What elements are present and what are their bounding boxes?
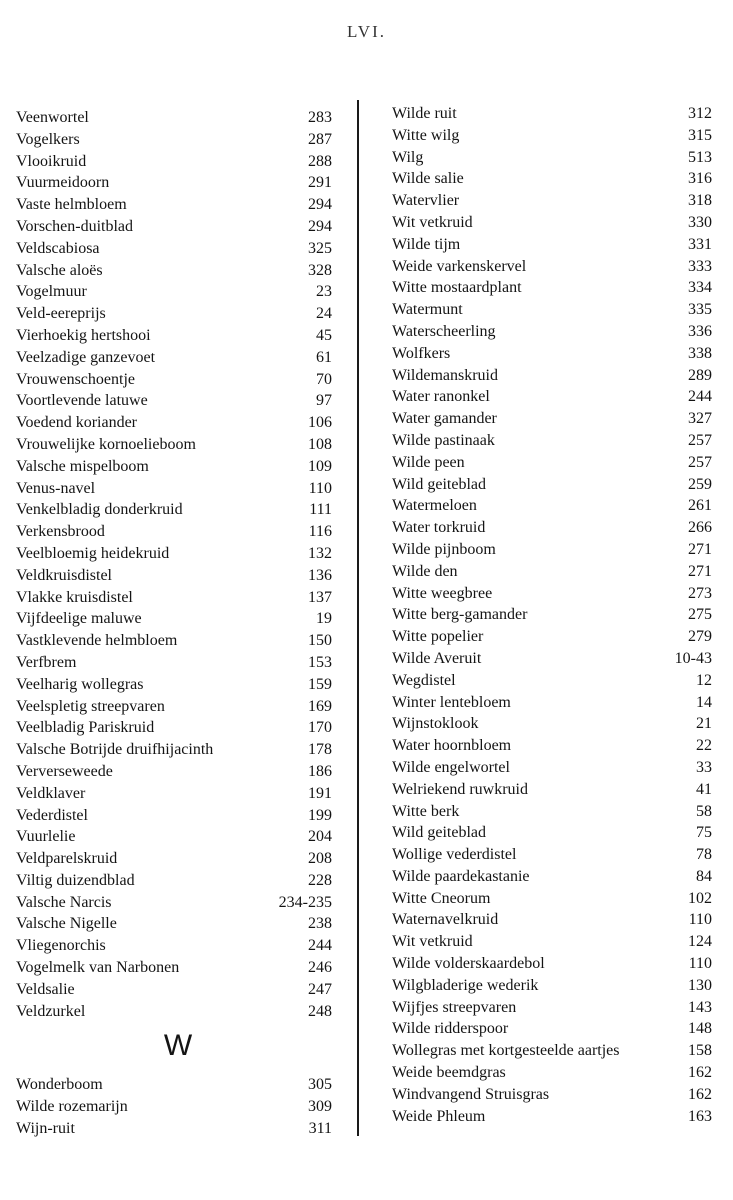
index-entry (392, 212, 712, 234)
index-entry (16, 630, 332, 652)
page-reference: 10-43 (674, 649, 712, 667)
plant-name: Wild geiteblad (392, 475, 486, 493)
plant-name: Veldkruisdistel (16, 566, 112, 584)
page-reference: 22 (696, 737, 712, 755)
plant-name: Windvangend Struisgras (392, 1085, 550, 1103)
plant-name: Wonderboom (16, 1076, 103, 1094)
page-reference: 150 (308, 632, 332, 650)
page-reference: 266 (688, 519, 712, 537)
plant-name: Vliegenorchis (16, 937, 106, 955)
index-entry (392, 561, 712, 583)
page-reference: 162 (688, 1085, 712, 1103)
page-reference: 199 (308, 806, 332, 824)
index-entry (392, 495, 712, 517)
page-reference: 130 (688, 976, 712, 994)
page-reference: 513 (688, 148, 712, 166)
index-entry (392, 1062, 712, 1084)
page-reference: 61 (316, 348, 332, 366)
plant-name: Watermunt (392, 301, 463, 319)
index-entry (16, 608, 332, 630)
page-reference: 259 (688, 475, 712, 493)
index-entry (392, 517, 712, 539)
page-reference: 23 (316, 283, 332, 301)
page-reference: 334 (688, 279, 712, 297)
plant-name: Wild geiteblad (392, 824, 486, 842)
page-reference: 318 (688, 192, 712, 210)
plant-name: Vogelmuur (16, 283, 87, 301)
page-reference: 283 (308, 109, 332, 126)
page-reference: 309 (308, 1098, 332, 1116)
index-entry (392, 321, 712, 343)
page-reference: 336 (688, 322, 712, 340)
index-entry (392, 604, 712, 626)
page-reference: 170 (308, 719, 332, 737)
index-entry (392, 953, 712, 975)
plant-name: Wilde paardekastanie (392, 867, 530, 885)
plant-name: Valsche Narcis (16, 893, 112, 911)
plant-name: Wilde ruit (392, 105, 457, 122)
index-entry (16, 369, 332, 391)
plant-name: Vuurmeidoorn (16, 174, 110, 192)
index-entry (16, 674, 332, 696)
plant-name: Wilde Averuit (392, 649, 482, 667)
plant-name: Weide varkenskervel (392, 257, 527, 275)
index-entry (16, 935, 332, 957)
index-entry (392, 909, 712, 931)
index-column-right (392, 103, 712, 1127)
index-entry (392, 190, 712, 212)
index-entry (392, 1106, 712, 1128)
page-reference: 248 (308, 1002, 332, 1020)
index-entry (16, 347, 332, 369)
index-list-w (392, 103, 712, 1127)
page-reference: 289 (688, 366, 712, 384)
plant-name: Valsche aloës (16, 261, 103, 279)
index-entry (392, 713, 712, 735)
index-entry (16, 892, 332, 914)
page-reference: 108 (308, 435, 332, 453)
index-entry (392, 975, 712, 997)
page-reference: 234-235 (278, 893, 332, 911)
page-reference: 148 (688, 1020, 712, 1038)
page-reference: 136 (308, 566, 332, 584)
index-entry (392, 386, 712, 408)
index-entry (392, 168, 712, 190)
plant-name: Wilde rozemarijn (16, 1098, 128, 1116)
page-reference: 208 (308, 850, 332, 868)
plant-name: Vogelkers (16, 130, 80, 148)
index-entry (16, 1096, 332, 1118)
page-number-header: LVI. (346, 22, 386, 41)
page-reference: 84 (696, 867, 712, 885)
page-reference: 14 (696, 693, 712, 711)
page-reference: 257 (688, 431, 712, 449)
index-entry (392, 408, 712, 430)
index-entry (16, 565, 332, 587)
plant-name: Water gamander (392, 410, 497, 428)
page-reference: 159 (308, 675, 332, 693)
plant-name: Witte popelier (392, 628, 484, 646)
page-reference: 315 (688, 126, 712, 144)
plant-name: Veelharig wollegras (16, 675, 144, 693)
index-entry (16, 194, 332, 216)
plant-name: Vlooikruid (16, 152, 87, 170)
page-reference: 325 (308, 239, 332, 257)
index-entry (16, 325, 332, 347)
page-reference: 271 (688, 540, 712, 558)
index-entry (392, 931, 712, 953)
index-entry (16, 434, 332, 456)
index-entry (392, 888, 712, 910)
plant-name: Veelzadige ganzevoet (16, 348, 156, 366)
index-entry (16, 913, 332, 935)
plant-name: Wilde pijnboom (392, 540, 496, 558)
plant-name: Veelspletig streepvaren (16, 697, 165, 715)
page-reference: 279 (688, 628, 712, 646)
plant-name: Witte mostaardplant (392, 279, 522, 297)
index-entry (16, 848, 332, 870)
page-reference: 21 (696, 715, 712, 733)
index-entry (392, 670, 712, 692)
page-reference: 186 (308, 762, 332, 780)
plant-name: Veenwortel (16, 109, 89, 126)
index-entry (16, 390, 332, 412)
page-reference: 153 (308, 653, 332, 671)
plant-name: Wilde pastinaak (392, 431, 495, 449)
index-entry (16, 172, 332, 194)
index-entry (16, 260, 332, 282)
index-entry (392, 779, 712, 801)
plant-name: Wijfjes streepvaren (392, 998, 517, 1016)
index-entry (392, 103, 712, 125)
page-reference: 24 (316, 305, 332, 323)
index-entry (16, 1074, 332, 1096)
page-reference: 273 (688, 584, 712, 602)
plant-name: Vijfdeelige maluwe (16, 610, 142, 628)
page-reference: 191 (308, 784, 332, 802)
page-reference: 288 (308, 152, 332, 170)
index-entry (392, 801, 712, 823)
index-entry (392, 539, 712, 561)
plant-name: Water ranonkel (392, 388, 490, 406)
page-reference: 137 (308, 588, 332, 606)
index-entry (392, 1040, 712, 1062)
index-list-w-start (16, 1074, 332, 1139)
page-reference: 335 (688, 301, 712, 319)
index-entry (392, 997, 712, 1019)
plant-name: Ververseweede (16, 762, 113, 780)
index-entry (16, 739, 332, 761)
index-entry (392, 474, 712, 496)
page-reference: 33 (696, 758, 712, 776)
plant-name: Venkelbladig donderkruid (16, 501, 183, 519)
page-reference: 328 (308, 261, 332, 279)
index-entry (392, 692, 712, 714)
index-entry (392, 583, 712, 605)
plant-name: Vierhoekig hertshooi (16, 326, 151, 344)
index-entry (16, 478, 332, 500)
index-entry (16, 587, 332, 609)
index-entry (392, 147, 712, 169)
plant-name: Waternavelkruid (392, 911, 499, 929)
page-reference: 116 (308, 523, 332, 541)
page-reference: 275 (688, 606, 712, 624)
plant-name: Veld-eereprijs (16, 305, 106, 323)
index-entry (16, 151, 332, 173)
plant-name: Veelbloemig heidekruid (16, 544, 170, 562)
index-entry (16, 783, 332, 805)
page-reference: 106 (308, 414, 332, 432)
plant-name: Wilde den (392, 562, 458, 580)
index-entry (16, 499, 332, 521)
page-reference: 305 (308, 1076, 332, 1094)
plant-name: Wolfkers (392, 344, 451, 362)
plant-name: Weide beemdgras (392, 1064, 506, 1082)
plant-name: Wollige vederdistel (392, 846, 517, 864)
plant-name: Vogelmelk van Narbonen (16, 959, 180, 977)
plant-name: Vuurlelie (16, 828, 76, 846)
index-entry (16, 456, 332, 478)
plant-name: Veldscabiosa (16, 239, 100, 257)
plant-name: Welriekend ruwkruid (392, 780, 528, 798)
index-entry (16, 303, 332, 325)
page-reference: 312 (688, 105, 712, 122)
index-entry (16, 216, 332, 238)
index-entry (16, 238, 332, 260)
page-reference: 291 (308, 174, 332, 192)
section-letter-w: W (163, 1029, 193, 1063)
plant-name: Wilde peen (392, 453, 465, 471)
index-entry (392, 365, 712, 387)
index-entry (392, 277, 712, 299)
plant-name: Wilde ridderspoor (392, 1020, 509, 1038)
page-reference: 78 (696, 846, 712, 864)
page-reference: 132 (308, 544, 332, 562)
page-reference: 247 (308, 980, 332, 998)
page-reference: 163 (688, 1107, 712, 1125)
plant-name: Witte berg-gamander (392, 606, 528, 624)
plant-name: Voortlevende latuwe (16, 392, 148, 410)
page-reference: 330 (688, 213, 712, 231)
page-reference: 45 (316, 326, 332, 344)
page-reference: 338 (688, 344, 712, 362)
page-reference: 12 (696, 671, 712, 689)
index-entry (16, 107, 332, 129)
plant-name: Watermeloen (392, 497, 477, 515)
plant-name: Wilde salie (392, 170, 464, 188)
plant-name: Veldparelskruid (16, 850, 118, 868)
plant-name: Verfbrem (16, 653, 77, 671)
plant-name: Vederdistel (16, 806, 88, 824)
index-entry (16, 826, 332, 848)
column-divider (357, 100, 359, 1136)
index-entry (392, 1018, 712, 1040)
page-reference: 244 (688, 388, 712, 406)
page-reference: 143 (688, 998, 712, 1016)
page-reference: 97 (316, 392, 332, 410)
plant-name: Witte wilg (392, 126, 460, 144)
index-entry (392, 822, 712, 844)
index-entry (16, 717, 332, 739)
plant-name: Wildemanskruid (392, 366, 498, 384)
page-reference: 294 (308, 196, 332, 214)
plant-name: Water hoornbloem (392, 737, 512, 755)
index-entry (16, 129, 332, 151)
plant-name: Witte berk (392, 802, 460, 820)
index-entry (392, 256, 712, 278)
plant-name: Vastklevende helmbloem (16, 632, 178, 650)
plant-name: Witte weegbree (392, 584, 493, 602)
plant-name: Waterscheerling (392, 322, 496, 340)
index-entry (392, 430, 712, 452)
index-entry (16, 870, 332, 892)
index-entry (16, 412, 332, 434)
page-reference: 331 (688, 235, 712, 253)
page-reference: 311 (308, 1120, 332, 1138)
page-reference: 162 (688, 1064, 712, 1082)
index-entry (392, 735, 712, 757)
index-entry (392, 844, 712, 866)
plant-name: Wijn-ruit (16, 1120, 75, 1138)
plant-name: Voedend koriander (16, 414, 137, 432)
index-entry (16, 957, 332, 979)
page-reference: 246 (308, 959, 332, 977)
plant-name: Venus-navel (16, 479, 96, 497)
plant-name: Witte Cneorum (392, 889, 491, 907)
page-reference: 19 (316, 610, 332, 628)
plant-name: Valsche mispelboom (16, 457, 149, 475)
plant-name: Wit vetkruid (392, 213, 473, 231)
plant-name: Wijnstoklook (392, 715, 479, 733)
plant-name: Vorschen-duitblad (16, 217, 134, 235)
page-reference: 244 (308, 937, 332, 955)
index-entry (16, 652, 332, 674)
plant-name: Wit vetkruid (392, 933, 473, 951)
page-reference: 257 (688, 453, 712, 471)
index-entry (16, 1118, 332, 1140)
plant-name: Vrouwelijke kornoelieboom (16, 435, 196, 453)
page-reference: 70 (316, 370, 332, 388)
index-column-left (16, 107, 332, 1140)
plant-name: Verkensbrood (16, 523, 105, 541)
plant-name: Wilde volderskaardebol (392, 955, 545, 973)
index-entry (392, 125, 712, 147)
index-entry (392, 757, 712, 779)
page-reference: 124 (688, 933, 712, 951)
plant-name: Wilg (392, 148, 424, 166)
page-reference: 178 (308, 741, 332, 759)
plant-name: Valsche Botrijde druifhijacinth (16, 741, 214, 759)
plant-name: Wegdistel (392, 671, 456, 689)
plant-name: Wilde engelwortel (392, 758, 510, 776)
page-reference: 41 (696, 780, 712, 798)
page-reference: 238 (308, 915, 332, 933)
index-entry (16, 979, 332, 1001)
index-entry (392, 452, 712, 474)
page-reference: 271 (688, 562, 712, 580)
page-reference: 110 (308, 479, 332, 497)
plant-name: Veldklaver (16, 784, 86, 802)
page-reference: 158 (688, 1042, 712, 1060)
page-reference: 111 (309, 501, 332, 519)
index-entry (392, 626, 712, 648)
page-reference: 75 (696, 824, 712, 842)
plant-name: Vlakke kruisdistel (16, 588, 133, 606)
index-entry (392, 299, 712, 321)
plant-name: Weide Phleum (392, 1107, 486, 1125)
index-entry (16, 1001, 332, 1023)
page-reference: 204 (308, 828, 332, 846)
plant-name: Water torkruid (392, 519, 486, 537)
index-entry (392, 1084, 712, 1106)
plant-name: Wilgbladerige wederik (392, 976, 539, 994)
plant-name: Watervlier (392, 192, 460, 210)
page-reference: 169 (308, 697, 332, 715)
page-reference: 58 (696, 802, 712, 820)
index-entry (392, 343, 712, 365)
page-reference: 327 (688, 410, 712, 428)
page-reference: 110 (688, 911, 712, 929)
index-entry (16, 805, 332, 827)
plant-name: Veldsalie (16, 980, 75, 998)
page-reference: 109 (308, 457, 332, 475)
plant-name: Viltig duizendblad (16, 871, 135, 889)
index-entry (392, 648, 712, 670)
index-entry (16, 281, 332, 303)
index-entry (16, 521, 332, 543)
index-entry (392, 234, 712, 256)
page-reference: 333 (688, 257, 712, 275)
index-entry (16, 543, 332, 565)
plant-name: Valsche Nigelle (16, 915, 117, 933)
index-entry (16, 696, 332, 718)
plant-name: Veldzurkel (16, 1002, 86, 1020)
page-reference: 287 (308, 130, 332, 148)
page-reference: 102 (688, 889, 712, 907)
plant-name: Vaste helmbloem (16, 196, 127, 214)
index-entry (16, 761, 332, 783)
page-reference: 294 (308, 217, 332, 235)
page-reference: 316 (688, 170, 712, 188)
plant-name: Vrouwenschoentje (16, 370, 135, 388)
plant-name: Winter lentebloem (392, 693, 511, 711)
index-entry (392, 866, 712, 888)
plant-name: Wilde tijm (392, 235, 461, 253)
page-reference: 261 (688, 497, 712, 515)
index-list-v (16, 107, 332, 1022)
plant-name: Veelbladig Pariskruid (16, 719, 155, 737)
page-reference: 228 (308, 871, 332, 889)
page-reference: 110 (688, 955, 712, 973)
plant-name: Wollegras met kortgesteelde aartjes (392, 1042, 620, 1060)
